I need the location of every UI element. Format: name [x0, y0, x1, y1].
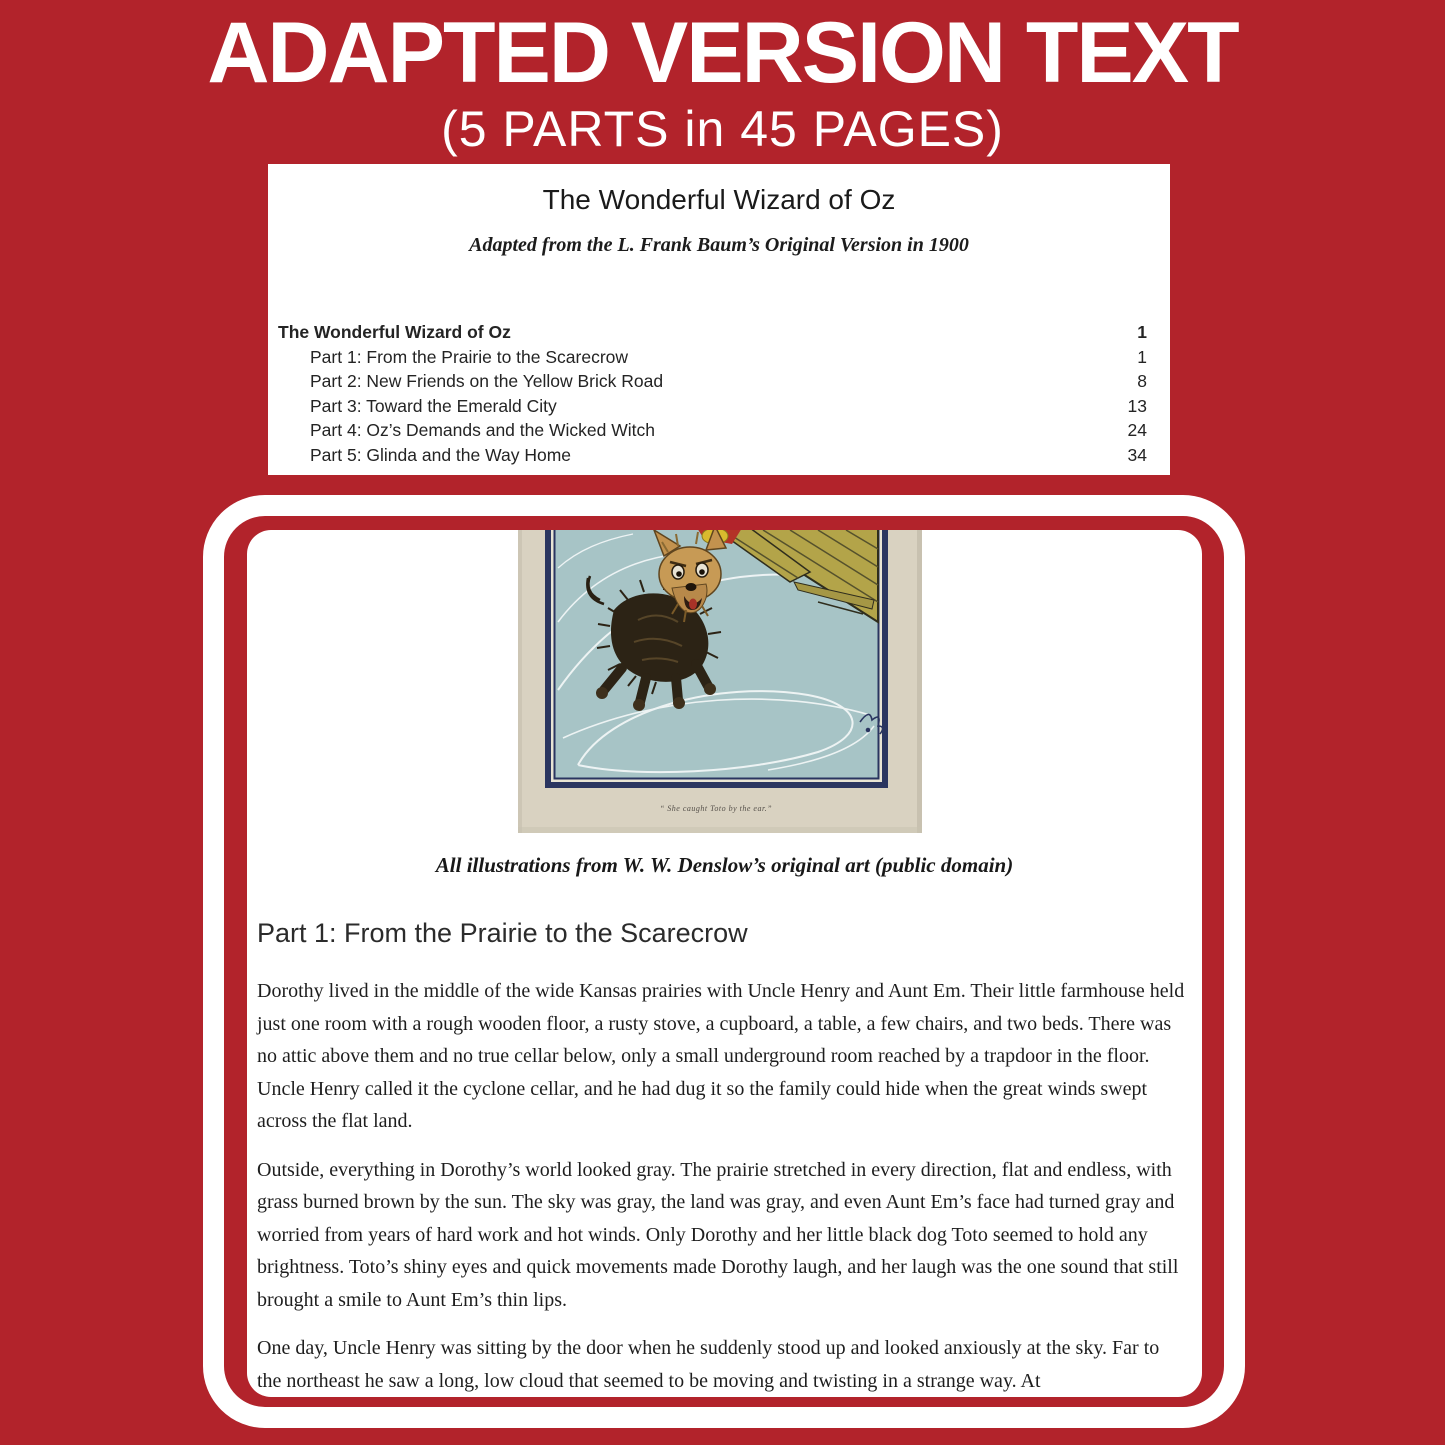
toc-entry-label: Part 3: Toward the Emerald City: [310, 395, 557, 416]
toc-entry-label: Part 2: New Friends on the Yellow Brick Road: [310, 371, 664, 392]
toc-page-number: 1: [1137, 346, 1147, 367]
toc-page-number: 13: [1127, 395, 1147, 416]
toc-book-title: The Wonderful Wizard of Oz: [542, 184, 896, 215]
toc-entry-label: Part 4: Oz’s Demands and the Wicked Witch: [310, 420, 655, 441]
toc-panel: [268, 164, 1170, 475]
toc-list: [278, 322, 1147, 470]
toto-nose: [686, 583, 697, 591]
story-paragraph: Outside, everything in Dorothy’s world looked gray. The prairie stretched in every direction, flat and endless, with grass burned brown by the sun. The sky was gray, the land was gray, and even Aunt Em’s face had turned gray and worried from years of hard work and hot winds. Only Dorothy and her little black dog Toto seemed to hold any brightness. Toto’s shiny eyes and quick movements made Dorothy laugh, and her laugh was the one sound that still brought a smile to Aunt Em’s thin lips.: [257, 1158, 1179, 1311]
story-paragraph: Dorothy lived in the middle of the wide Kansas prairies with Uncle Henry and Aunt Em. Their little farmhouse held just one room with a rough wooden floor, a rusty stove, a cupboard, a table, a few chairs, and two beds. There was no attic above them and no true cellar below, only a small underground room reached by a trapdoor in the floor. Uncle Henry called it the cyclone cellar, and he had dug it so the family could hide when the great winds swept across the flat land.: [257, 980, 1185, 1132]
illustration-credit: All illustrations from W. W. Denslow’s original art (public domain): [435, 853, 1014, 877]
toto-tongue: [689, 599, 697, 610]
toc-row: [278, 371, 1147, 396]
illustration-svg: [518, 530, 922, 833]
part-heading: Part 1: From the Prairie to the Scarecrow: [257, 918, 748, 948]
toc-entry-label: The Wonderful Wizard of Oz: [278, 322, 511, 342]
toc-page-number: 1: [1137, 322, 1147, 342]
poster-title: ADAPTED VERSION TEXT: [207, 5, 1238, 101]
toc-row: [278, 347, 1147, 372]
toc-row: [278, 445, 1147, 470]
toc-adaptation-subtitle: Adapted from the L. Frank Baum’s Original Version in 1900: [469, 234, 969, 256]
story-body: [257, 918, 1188, 1397]
toc-page-number: 8: [1137, 371, 1147, 392]
toc-page-number: 34: [1127, 444, 1147, 465]
toc-entry-label: Part 5: Glinda and the Way Home: [310, 444, 572, 465]
toto-falling-illustration: [518, 530, 922, 833]
toc-page-number: 24: [1127, 420, 1147, 441]
story-paragraph: One day, Uncle Henry was sitting by the door when he suddenly stood up and looked anxiously at the sky. Far to the northeast he saw a long, low cloud that seemed to be moving and twisting in a strange way. At: [257, 1337, 1160, 1392]
toc-row: [278, 396, 1147, 421]
poster-subtitle: (5 PARTS in 45 PAGES): [441, 101, 1004, 157]
plate-caption: “ She caught Toto by the ear.”: [659, 804, 773, 813]
toc-entry-label: Part 1: From the Prairie to the Scarecrow: [310, 346, 629, 367]
toc-row: [278, 322, 1147, 347]
toc-row: [278, 420, 1147, 445]
preview-page-panel: [247, 530, 1202, 1397]
